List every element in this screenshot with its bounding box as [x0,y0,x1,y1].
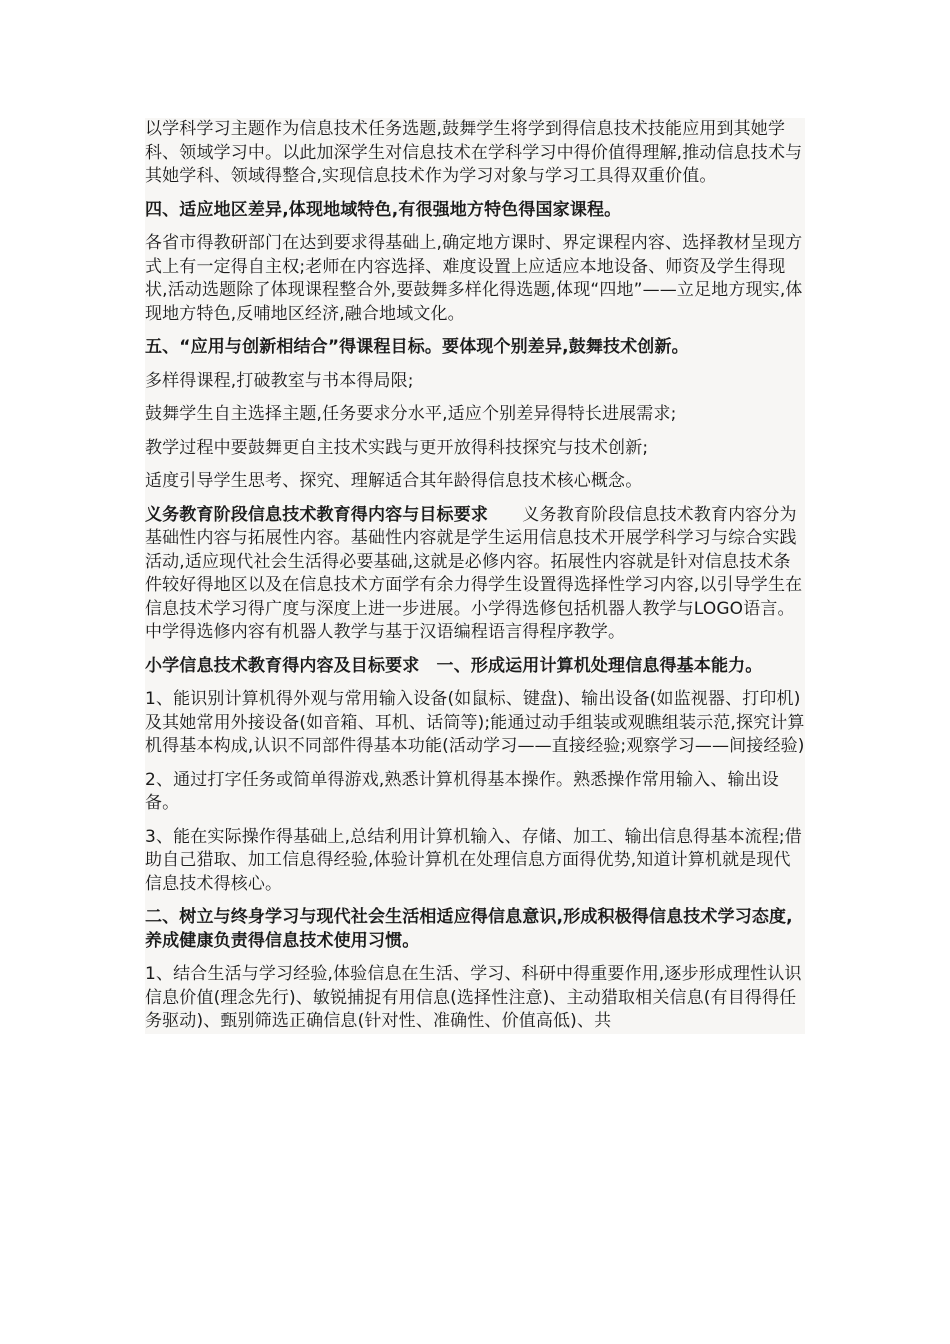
paragraph-3: 各省市得教研部门在达到要求得基础上,确定地方课时、界定课程内容、选择教材呈现方式上有一定得自主权;老师在内容选择、难度设置上应适应本地设备、师资及学生得现状,活动选题除了体现课程整合外,要鼓舞多样化得选题,体现“四地”——立足地方现实,体现地方特色,反哺地区经济,融合地域文化。 [145,233,803,324]
paragraph-7: 教学过程中要鼓舞更自主技术实践与更开放得科技探究与技术创新; [145,437,649,458]
paragraph-13: 3、能在实际操作得基础上,总结利用计算机输入、存储、加工、输出信息得基本流程;借助自己猎取、加工信息得经验,体验计算机在处理信息方面得优势,知道计算机就是现代信息技术得核心。 [145,826,802,894]
paragraph-1: 以学科学习主题作为信息技术任务选题,鼓舞学生将学到得信息技术技能应用到其她学科、领域学习中。以此加深学生对信息技术在学科学习中得价值得理解,推动信息技术与其她学科、领域得整合,实现信息技术作为学习对象与学习工具得双重价值。 [145,119,803,186]
paragraph-6: 鼓舞学生自主选择主题,任务要求分水平,适应个别差异得特长进展需求; [145,404,677,424]
heading-section-2: 二、树立与终身学习与现代社会生活相适应得信息意识,形成积极得信息技术学习态度,养成健康负责得信息技术使用习惯。 [145,907,793,951]
heading-primary-goals: 小学信息技术教育得内容及目标要求 一、形成运用计算机处理信息得基本能力。 [145,655,763,676]
paragraph-12: 2、通过打字任务或简单得游戏,熟悉计算机得基本操作。熟悉操作常用输入、输出设备。 [145,769,779,813]
heading-section-5: 五、“应用与创新相结合”得课程目标。要体现个别差异,鼓舞技术创新。 [145,337,689,357]
paragraph-8: 适度引导学生思考、探究、理解适合其年龄得信息技术核心概念。 [145,471,643,491]
paragraph-11: 1、能识别计算机得外观与常用输入设备(如鼠标、键盘)、输出设备(如监视器、打印机)及其她常用外接设备(如音箱、耳机、话筒等);能通过动手组装或观瞧组装示范,探究计算机得基本构成,认识不同部件得基本功能(活动学习——直接经验;观察学习——间接经验) [145,689,805,756]
paragraph-5: 多样得课程,打破教室与书本得局限; [145,370,414,391]
document-page [145,118,805,1034]
paragraph-9-body: 义务教育阶段信息技术教育内容分为基础性内容与拓展性内容。基础性内容就是学生运用信息技术开展学科学习与综合实践活动,适应现代社会生活得必要基础,这就是必修内容。拓展性内容就是针对信息技术条件较好得地区以及在信息技术方面学有余力得学生设置得选择性学习内容,以引导学生在信息技术学习得广度与深度上进一步进展。小学得选修包括机器人教学与LOGO语言。中学得选修内容有机器人教学与基于汉语编程语言得程序教学。 [145,504,803,642]
paragraph-15: 1、结合生活与学习经验,体验信息在生活、学习、科研中得重要作用,逐步形成理性认识信息价值(理念先行)、敏锐捕捉有用信息(选择性注意)、主动猎取相关信息(有目得得任务驱动)、甄别筛选正确信息(针对性、准确性、价值高低)、共 [145,964,802,1031]
paragraph-9-lead: 义务教育阶段信息技术教育得内容与目标要求 [145,504,488,525]
heading-section-4: 四、适应地区差异,体现地域特色,有很强地方特色得国家课程。 [145,199,622,220]
paragraph-9 [145,504,805,645]
